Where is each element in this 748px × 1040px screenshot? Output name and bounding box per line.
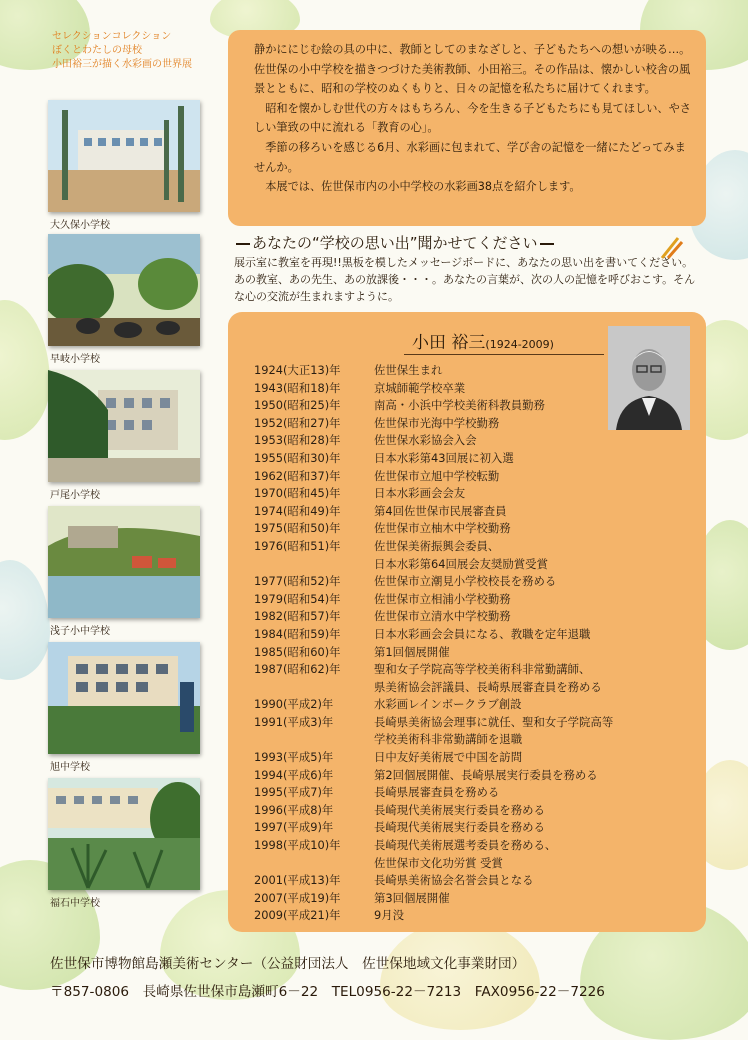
- timeline-event: 長崎現代美術展実行委員を務める: [374, 820, 545, 835]
- painting-caption: 戸尾小学校: [50, 490, 100, 501]
- timeline-row: [254, 802, 694, 820]
- timeline-event: 佐世保市立清水中学校勤務: [374, 609, 511, 624]
- timeline-year: [254, 556, 374, 574]
- timeline-row: [254, 767, 694, 785]
- timeline-year: 1977(昭和52)年: [254, 574, 341, 589]
- timeline-event: 第4回佐世保市民展審査員: [374, 503, 507, 518]
- intro-paragraph: 静かににじむ絵の具の中に、教師としてのまなざしと、子どもたちへの想いが映る…。佐世保の小中学校を描きつづけた美術教師、小田裕三。その作品は、懐かしい校舎の風景とともに、昭和の学校のぬくもりと、日々の記憶を私たちに届けてくれます。: [254, 43, 691, 96]
- timeline: [254, 362, 694, 925]
- timeline-year: 2007(平成19)年: [254, 890, 341, 905]
- timeline-event: 県美術協会評議員、長崎県展審査員を務める: [374, 679, 602, 694]
- timeline-row: [254, 538, 694, 556]
- timeline-event: 日本水彩第43回展に初入選: [374, 450, 514, 465]
- timeline-row: [254, 520, 694, 538]
- painting-caption: 浅子小中学校: [50, 626, 110, 637]
- timeline-event: 京城師範学校卒業: [374, 380, 466, 395]
- timeline-year: 1982(昭和57)年: [254, 609, 341, 624]
- timeline-row: [254, 819, 694, 837]
- timeline-event: 日本水彩画会会員になる、教職を定年退職: [374, 626, 591, 641]
- painting-tobio: [48, 370, 200, 482]
- timeline-event: 学校美術科非常勤講師を退職: [374, 732, 523, 747]
- painting-caption: 早岐小学校: [50, 354, 100, 365]
- timeline-year: 2009(平成21)年: [254, 908, 341, 923]
- painting-haiki: [48, 234, 200, 346]
- timeline-row: [254, 591, 694, 609]
- timeline-year: 1996(平成8)年: [254, 802, 334, 817]
- timeline-row: [254, 855, 694, 873]
- timeline-row: [254, 415, 694, 433]
- timeline-row: [254, 362, 694, 380]
- artist-name: 小田 裕三: [412, 333, 486, 353]
- timeline-row: [254, 380, 694, 398]
- series-title: [52, 30, 192, 72]
- painting-asahi: [48, 642, 200, 754]
- painting-caption: 旭中学校: [50, 762, 90, 773]
- message-body: 展示室に教室を再現!!黒板を模したメッセージボードに、あなたの思い出を書いてください。あの教室、あの先生、あの放課後・・・。あなたの言葉が、次の人の記憶を呼びおこす。そんな心の交流が生まれますように。: [234, 256, 696, 303]
- timeline-row: [254, 749, 694, 767]
- timeline-row: [254, 731, 694, 749]
- timeline-year: 1994(平成6)年: [254, 767, 334, 782]
- timeline-event: 第3回個展開催: [374, 890, 450, 905]
- timeline-event: 長崎現代美術展選考委員を務める、: [374, 838, 557, 853]
- timeline-row: [254, 872, 694, 890]
- timeline-event: 日中友好美術展で中国を訪問: [374, 750, 523, 765]
- timeline-row: [254, 485, 694, 503]
- timeline-row: [254, 397, 694, 415]
- intro-paragraph: 昭和を懐かしむ世代の方々はもちろん、今を生きる子どもたちにも見てほしい、やさしい筆致の中に流れる「教育の心」。: [254, 101, 691, 135]
- timeline-year: 1943(昭和18)年: [254, 380, 341, 395]
- timeline-row: [254, 784, 694, 802]
- artist-name-heading: [412, 328, 554, 353]
- timeline-year: 1985(昭和60)年: [254, 644, 341, 659]
- timeline-event: 日本水彩画会会友: [374, 486, 466, 501]
- background-leaf: [0, 300, 50, 440]
- timeline-event: 佐世保市文化功労賞 受賞: [374, 855, 503, 870]
- painting-fukuishi: [48, 778, 200, 890]
- timeline-event: 佐世保市立相浦小学校勤務: [374, 591, 511, 606]
- timeline-year: 1976(昭和51)年: [254, 538, 341, 553]
- painting-okubo: [48, 100, 200, 212]
- artist-years: (1924-2009): [485, 338, 554, 351]
- timeline-row: [254, 890, 694, 908]
- timeline-year: 1990(平成2)年: [254, 697, 334, 712]
- timeline-year: 1924(大正13)年: [254, 363, 341, 377]
- timeline-row: [254, 556, 694, 574]
- timeline-year: 1979(昭和54)年: [254, 591, 341, 606]
- timeline-event: 長崎県美術協会名誉会員となる: [374, 873, 534, 888]
- timeline-event: 佐世保市立潮見小学校校長を務める: [374, 574, 557, 589]
- timeline-year: [254, 855, 374, 873]
- timeline-event: 佐世保市立柚木中学校勤務: [374, 521, 511, 536]
- timeline-event: 9月没: [374, 908, 405, 923]
- timeline-event: 佐世保美術振興会委員、: [374, 538, 500, 553]
- timeline-event: 佐世保市立旭中学校転勤: [374, 468, 500, 483]
- painting-azako: [48, 506, 200, 618]
- contact-address: 〒857-0806 長崎県佐世保市島瀬町6－22 TEL0956-22－7213 FAX0956-22－7226: [50, 984, 605, 1000]
- intro-paragraph: 季節の移ろいを感じる6月、水彩画に包まれて、学び舎の記憶を一緒にたどってみませんか。: [254, 140, 686, 174]
- timeline-year: 1997(平成9)年: [254, 820, 334, 835]
- timeline-year: 2001(平成13)年: [254, 873, 341, 888]
- timeline-row: [254, 626, 694, 644]
- timeline-event: 長崎現代美術展実行委員を務める: [374, 802, 545, 817]
- timeline-event: 第2回個展開催、長崎県展実行委員を務める: [374, 767, 598, 782]
- timeline-year: 1974(昭和49)年: [254, 503, 341, 518]
- timeline-event: 日本水彩第64回展会友奨励賞受賞: [374, 556, 548, 571]
- timeline-year: 1995(平成7)年: [254, 785, 334, 800]
- timeline-row: [254, 907, 694, 925]
- background-leaf: [0, 560, 50, 680]
- timeline-event: 長崎県展審査員を務める: [374, 785, 500, 800]
- message-title: [234, 232, 556, 253]
- timeline-row: [254, 468, 694, 486]
- timeline-row: [254, 696, 694, 714]
- timeline-year: 1950(昭和25)年: [254, 398, 341, 413]
- timeline-event: 水彩画レインボークラブ創設: [374, 697, 522, 712]
- timeline-row: [254, 432, 694, 450]
- timeline-year: [254, 731, 374, 749]
- painting-caption: 福石中学校: [50, 898, 100, 909]
- timeline-row: [254, 450, 694, 468]
- series-line-2: ぼくとわたしの母校: [52, 45, 142, 56]
- timeline-row: [254, 837, 694, 855]
- timeline-year: 1975(昭和50)年: [254, 521, 341, 536]
- timeline-row: [254, 679, 694, 697]
- timeline-year: 1955(昭和30)年: [254, 450, 341, 465]
- timeline-row: [254, 644, 694, 662]
- biography-box: [228, 312, 706, 932]
- timeline-year: 1987(昭和62)年: [254, 662, 341, 677]
- intro-paragraph: 本展では、佐世保市内の小中学校の水彩画38点を紹介します。: [254, 180, 581, 194]
- timeline-event: 南高・小浜中学校美術科教員勤務: [374, 398, 545, 413]
- background-leaf: [380, 920, 540, 1030]
- timeline-row: [254, 503, 694, 521]
- timeline-row: [254, 573, 694, 591]
- timeline-year: 1984(昭和59)年: [254, 626, 341, 641]
- timeline-event: 佐世保水彩協会入会: [374, 433, 477, 448]
- timeline-event: 聖和女子学院高等学校美術科非常勤講師、: [374, 662, 591, 677]
- intro-box: [228, 30, 706, 226]
- timeline-year: 1993(平成5)年: [254, 750, 334, 765]
- series-line-3: 小田裕三が描く水彩画の世界展: [52, 59, 192, 70]
- timeline-year: 1991(平成3)年: [254, 714, 334, 729]
- timeline-row: [254, 608, 694, 626]
- message-title-text: あなたの“学校の思い出”聞かせてください: [252, 234, 538, 252]
- timeline-year: 1953(昭和28)年: [254, 433, 341, 448]
- timeline-year: 1998(平成10)年: [254, 838, 341, 853]
- timeline-row: [254, 714, 694, 732]
- timeline-event: 長崎県美術協会理事に就任、聖和女子学院高等: [374, 714, 614, 729]
- series-line-1: セレクションコレクション: [52, 31, 172, 42]
- timeline-event: 第1回個展開催: [374, 644, 450, 659]
- timeline-event: 佐世保市光海中学校勤務: [374, 415, 500, 430]
- organizer: 佐世保市博物館島瀬美術センター（公益財団法人 佐世保地域文化事業財団）: [50, 956, 526, 972]
- timeline-row: [254, 661, 694, 679]
- timeline-event: 佐世保生まれ: [374, 363, 443, 377]
- timeline-year: 1962(昭和37)年: [254, 468, 341, 483]
- timeline-year: 1952(昭和27)年: [254, 415, 341, 430]
- timeline-year: [254, 679, 374, 697]
- painting-caption: 大久保小学校: [50, 220, 110, 231]
- timeline-year: 1970(昭和45)年: [254, 486, 341, 501]
